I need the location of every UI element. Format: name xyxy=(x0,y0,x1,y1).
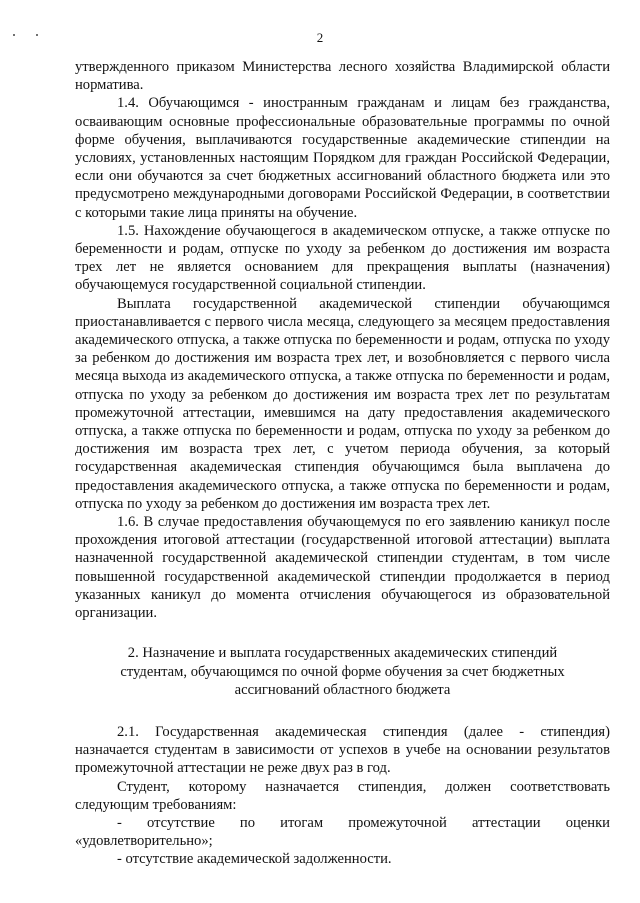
document-body xyxy=(75,58,610,869)
paragraph-1-5: 1.5. Нахождение обучающегося в академическом отпуске, а также отпуске по беременности и родам, отпуске по уходу за ребенком до достижения им возраста трех лет не является основанием для прекращения выплаты (назначения) обучающемуся государственной социальной стипендии. xyxy=(75,222,610,294)
page-number: 2 xyxy=(316,30,324,45)
paragraph-continuation: утвержденного приказом Министерства лесного хозяйства Владимирской области норматива. xyxy=(75,59,610,94)
paragraph-requirements: Студент, которому назначается стипендия, должен соответствовать следующим требованиям: xyxy=(75,778,610,813)
section-heading: 2. Назначение и выплата государственных академических стипендий студентам, обучающимся по очной форме обучения за счет бюджетных ассигнований областного бюджета xyxy=(120,645,565,698)
paragraph-2-1: 2.1. Государственная академическая стипендия (далее - стипендия) назначается студентам в зависимости от успехов в учебе на основании результатов промежуточной аттестации не реже двух раз в год. xyxy=(75,723,610,777)
paragraph-payment-suspension: Выплата государственной академической стипендии обучающимся приостанавливается с первого числа месяца, следующего за месяцем предоставления академического отпуска, а также отпуска по беременности и родам, отпуска по уходу за ребенком до достижения им возраста трех лет, и возобновляется с первого числа месяца выхода из академического отпуска, а также отпуска по беременности и родам, отпуска по уходу за ребенком до достижения им возраста трех лет по результатам промежуточной аттестации, имевшимся на дату предоставления академического отпуска, а также отпуска по беременности и родам, отпуска по уходу за ребенком до достижения им возраста трех лет, с учетом периода обучения, за который государственная академическая стипендия обучающимся была выплачена до предоставления академического отпуска, а также отпуска по беременности и родам, отпуска по уходу за ребенком до достижения им возраста трех лет. xyxy=(75,295,610,512)
paragraph-1-6: 1.6. В случае предоставления обучающемуся по его заявлению каникул после прохождения итоговой аттестации (государственной итоговой аттестации) выплата назначенной государственной академической стипендии студентам, в том числе повышенной государственной академической стипендии продолжается в период указанных каникул до момента отчисления обучающегося из образовательной организации. xyxy=(75,514,610,622)
requirement-list-item: - отсутствие академической задолженности. xyxy=(117,851,392,868)
requirement-list-item: - отсутствие по итогам промежуточной аттестации оценки «удовлетворительно»; xyxy=(75,814,610,850)
paragraph-1-4: 1.4. Обучающимся - иностранным гражданам и лицам без гражданства, осваивающим основные профессиональные образовательные программы по очной форме обучения, выплачиваются государственные академические стипендии на условиях, установленных настоящим Порядком для граждан Российской Федерации, если они обучаются за счет бюджетных ассигнований областного бюджета или это предусмотрено международными договорами Российской Федерации, в соответствии с которыми такие лица приняты на обучение. xyxy=(75,95,610,221)
